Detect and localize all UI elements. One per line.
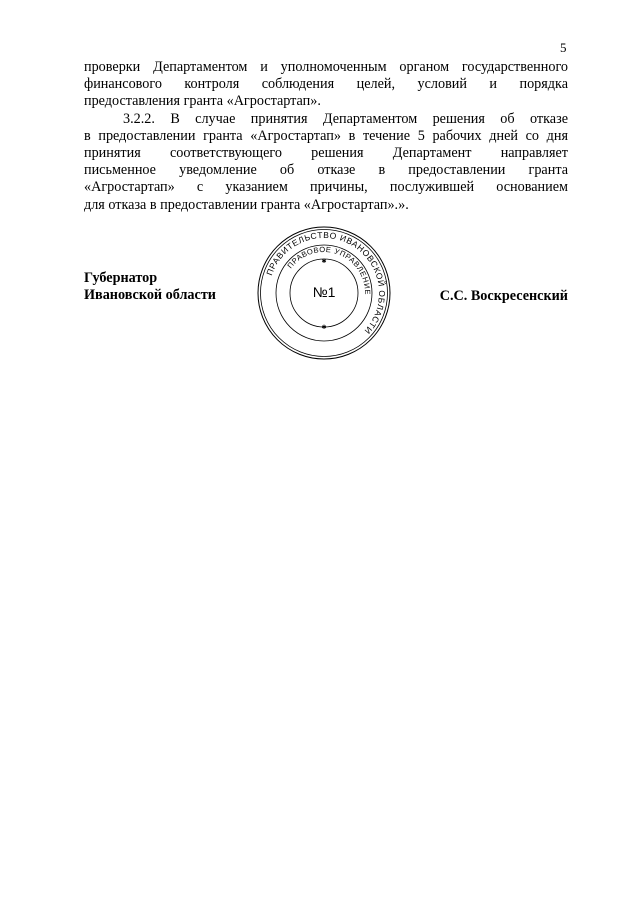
signatory-title-line2: Ивановской области xyxy=(84,287,216,304)
text-line: для отказа в предоставлении гранта «Агростартап».». xyxy=(84,196,409,213)
signatory-name: С.С. Воскресенский xyxy=(439,288,568,304)
text-line: финансового контроля соблюдения целей, условий и порядка xyxy=(84,76,568,93)
svg-text:ПРАВОВОЕ УПРАВЛЕНИЕ: ПРАВОВОЕ УПРАВЛЕНИЕ xyxy=(285,244,373,296)
page-number: 5 xyxy=(560,40,567,55)
text-line: письменное уведомление об отказе в предоставлении гранта xyxy=(84,162,568,179)
text-line: предоставления гранта «Агростартап». xyxy=(84,93,321,110)
text-line: 3.2.2. В случае принятия Департаментом решения об отказе xyxy=(123,110,568,127)
svg-text:✱: ✱ xyxy=(321,259,327,265)
text-line: в предоставлении гранта «Агростартап» в течение 5 рабочих дней со дня xyxy=(84,127,568,144)
text-line: «Агростартап» с указанием причины, послужившей основанием xyxy=(84,179,568,196)
svg-text:✱: ✱ xyxy=(321,325,327,331)
signatory-title-line1: Губернатор xyxy=(84,270,158,286)
signatory-title xyxy=(84,270,216,304)
svg-text:ПРАВИТЕЛЬСТВО ИВАНОВСКОЙ ОБЛАС: ПРАВИТЕЛЬСТВО ИВАНОВСКОЙ ОБЛАСТИ xyxy=(264,229,388,337)
text-line: проверки Департаментом и уполномоченным органом государственного xyxy=(84,59,568,75)
official-seal-stamp xyxy=(256,225,392,361)
text-line: принятия соответствующего решения Департамент направляет xyxy=(84,145,568,162)
document-body xyxy=(84,59,568,214)
svg-text:№1: №1 xyxy=(312,284,336,300)
